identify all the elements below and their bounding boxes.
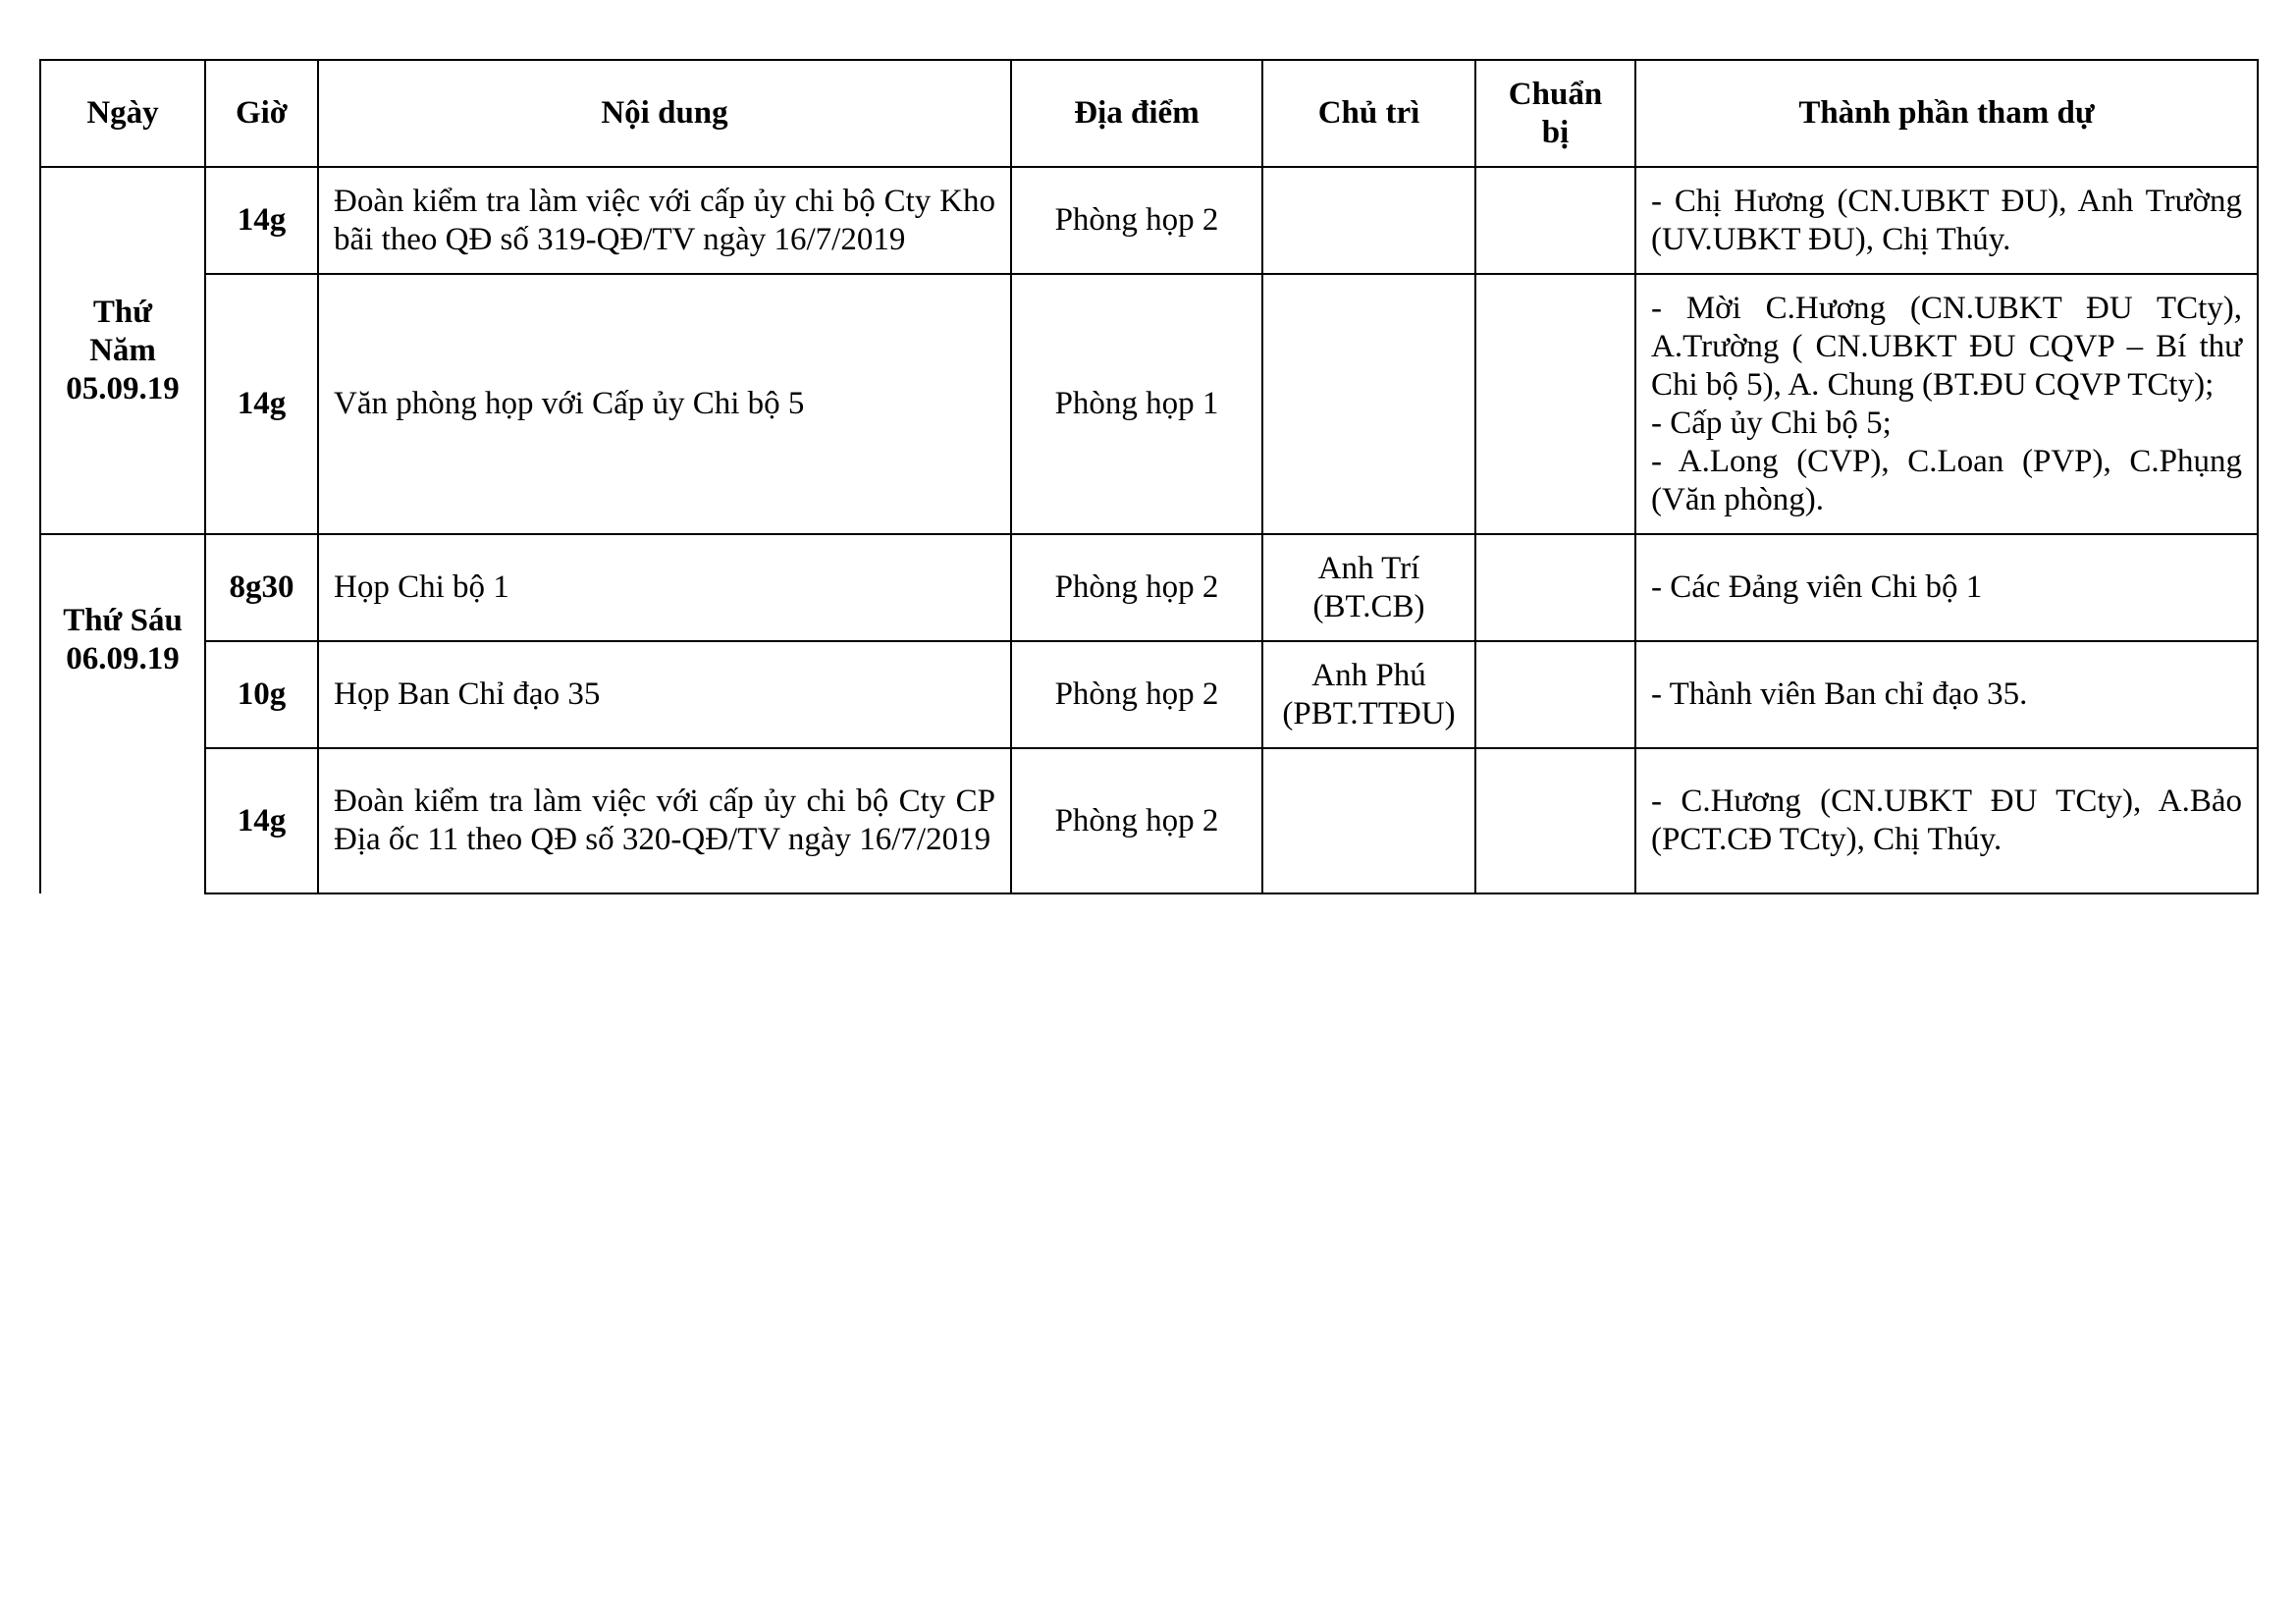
host-cell: [1262, 274, 1475, 534]
time-cell: 14g: [205, 167, 318, 274]
time-cell: 10g: [205, 641, 318, 748]
host-cell: Anh Phú (PBT.TTĐU): [1262, 641, 1475, 748]
prep-cell: [1475, 641, 1635, 748]
table-row: [40, 641, 2258, 748]
header-attendees: Thành phần tham dự: [1635, 60, 2258, 167]
place-cell: Phòng họp 1: [1011, 274, 1262, 534]
host-cell: [1262, 167, 1475, 274]
time-cell: 14g: [205, 748, 318, 893]
header-row: [40, 60, 2258, 167]
place-cell: Phòng họp 2: [1011, 534, 1262, 641]
attendee-line: - Mời C.Hương (CN.UBKT ĐU TCty), A.Trường ( CN.UBKT ĐU CQVP – Bí thư Chi bộ 5), A. Chung (BT.ĐU CQVP TCty);: [1651, 290, 2242, 403]
attendee-line: - Cấp ủy Chi bộ 5;: [1651, 405, 1892, 441]
content-cell: Đoàn kiểm tra làm việc với cấp ủy chi bộ Cty Kho bãi theo QĐ số 319-QĐ/TV ngày 16/7/2019: [318, 167, 1011, 274]
attendees-cell: [1635, 274, 2258, 534]
header-host: Chủ trì: [1262, 60, 1475, 167]
attendees-cell: [1635, 534, 2258, 641]
day-cell: [40, 167, 205, 534]
day-cell: [40, 534, 205, 893]
time-cell: 14g: [205, 274, 318, 534]
table-row: [40, 167, 2258, 274]
content-cell: Văn phòng họp với Cấp ủy Chi bộ 5: [318, 274, 1011, 534]
attendees-cell: [1635, 748, 2258, 893]
table-row: [40, 748, 2258, 893]
header-prep: Chuẩn bị: [1475, 60, 1635, 167]
host-cell: [1262, 748, 1475, 893]
header-place: Địa điểm: [1011, 60, 1262, 167]
content-cell: Họp Ban Chỉ đạo 35: [318, 641, 1011, 748]
place-cell: Phòng họp 2: [1011, 167, 1262, 274]
place-cell: Phòng họp 2: [1011, 748, 1262, 893]
header-content: Nội dung: [318, 60, 1011, 167]
content-cell: Đoàn kiểm tra làm việc với cấp ủy chi bộ Cty CP Địa ốc 11 theo QĐ số 320-QĐ/TV ngày 16/7/2019: [318, 748, 1011, 893]
day-label: Thứ Năm 05.09.19: [66, 294, 180, 406]
place-cell: Phòng họp 2: [1011, 641, 1262, 748]
host-cell: Anh Trí (BT.CB): [1262, 534, 1475, 641]
attendee-line: - Các Đảng viên Chi bộ 1: [1651, 569, 1983, 605]
attendees-cell: [1635, 641, 2258, 748]
attendee-line: - A.Long (CVP), C.Loan (PVP), C.Phụng (Văn phòng).: [1651, 443, 2242, 517]
header-date: Ngày: [40, 60, 205, 167]
schedule-table: [39, 59, 2259, 894]
header-time: Giờ: [205, 60, 318, 167]
time-cell: 8g30: [205, 534, 318, 641]
attendees-cell: [1635, 167, 2258, 274]
content-cell: Họp Chi bộ 1: [318, 534, 1011, 641]
prep-cell: [1475, 534, 1635, 641]
table-row: [40, 274, 2258, 534]
attendee-line: - C.Hương (CN.UBKT ĐU TCty), A.Bảo (PCT.CĐ TCty), Chị Thúy.: [1651, 784, 2242, 857]
prep-cell: [1475, 274, 1635, 534]
table-row: [40, 534, 2258, 641]
attendee-line: - Thành viên Ban chỉ đạo 35.: [1651, 676, 2028, 712]
prep-cell: [1475, 748, 1635, 893]
day-label: Thứ Sáu 06.09.19: [63, 603, 183, 676]
prep-cell: [1475, 167, 1635, 274]
attendee-line: - Chị Hương (CN.UBKT ĐU), Anh Trường (UV.UBKT ĐU), Chị Thúy.: [1651, 183, 2242, 257]
